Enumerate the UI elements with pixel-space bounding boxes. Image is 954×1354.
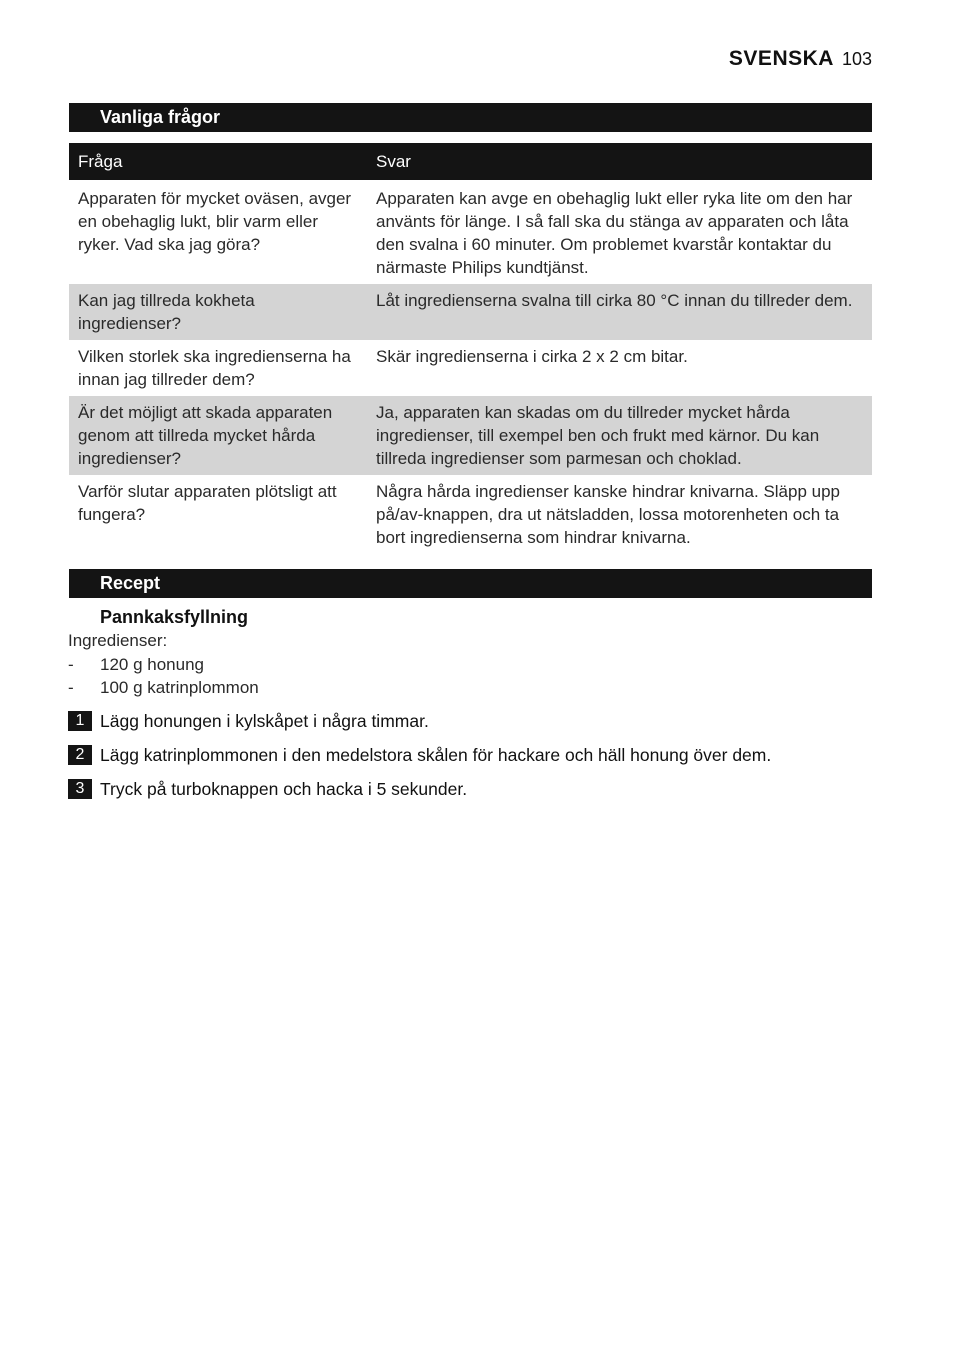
language-label: SVENSKA (728, 47, 834, 70)
faq-answer: Ja, apparaten kan skadas om du tillreder mycket hårda ingredienser, till exempel ben och frukt med kärnor. Du kan tillreda ingredienser som parmesan och choklad. (367, 396, 872, 475)
faq-section-title: Vanliga frågor (69, 103, 872, 132)
step-text: Lägg katrinplommonen i den medelstora skålen för hackare och häll honung över dem. (100, 744, 772, 765)
ingredient-text: 100 g katrinplommon (100, 678, 259, 697)
recipe-section-title: Recept (69, 569, 872, 598)
page-header (729, 47, 872, 71)
faq-answer: Låt ingredienserna svalna till cirka 80 °C innan du tillreder dem. (367, 284, 872, 340)
ingredients-list (68, 653, 259, 699)
ingredient-text: 120 g honung (100, 655, 204, 674)
steps-list (68, 710, 771, 812)
step-item (68, 710, 771, 732)
recipe-title: Pannkaksfyllning (100, 607, 249, 627)
faq-answer: Några hårda ingredienser kanske hindrar knivarna. Släpp upp på/av-knappen, dra ut nätsladden, lossa motorenheten och ta bort ingredienserna som hindrar knivarna. (376, 482, 841, 547)
faq-question: Vilken storlek ska ingredienserna ha innan jag tillreder dem? (78, 347, 351, 389)
faq-header-row (69, 143, 872, 180)
faq-question: Apparaten för mycket oväsen, avger en obehaglig lukt, blir varm eller ryker. Vad ska jag göra? (78, 189, 352, 254)
step-item (68, 744, 771, 766)
list-item (68, 653, 259, 676)
faq-col-question: Fråga (69, 143, 367, 180)
faq-question: Varför slutar apparaten plötsligt att fungera? (78, 482, 337, 524)
step-item (68, 778, 771, 800)
table-row (69, 180, 872, 284)
faq-question: Är det möjligt att skada apparaten genom att tillreda mycket hårda ingredienser? (69, 396, 367, 475)
step-text: Lägg honungen i kylskåpet i några timmar. (100, 710, 429, 731)
table-row (69, 396, 872, 475)
faq-col-answer: Svar (367, 143, 872, 180)
list-dash: - (68, 678, 74, 697)
table-row (69, 340, 872, 396)
list-dash: - (68, 655, 74, 674)
step-number: 1 (68, 711, 92, 731)
table-row (69, 284, 872, 340)
step-number: 3 (68, 779, 92, 799)
faq-answer: Skär ingredienserna i cirka 2 x 2 cm bitar. (376, 347, 688, 366)
ingredients-label: Ingredienser: (68, 631, 168, 650)
list-item (68, 676, 259, 699)
page-number: 103 (841, 49, 872, 69)
faq-answer: Apparaten kan avge en obehaglig lukt eller ryka lite om den har använts för länge. I så fall ska du stänga av apparaten och låta den svalna i 60 minuter. Om problemet kvarstår kontaktar du närmaste Philips kundtjänst. (376, 189, 853, 277)
table-row (69, 475, 872, 554)
faq-question: Kan jag tillreda kokheta ingredienser? (69, 284, 367, 340)
faq-table (69, 143, 872, 554)
step-number: 2 (68, 745, 92, 765)
step-text: Tryck på turboknappen och hacka i 5 sekunder. (100, 778, 468, 799)
